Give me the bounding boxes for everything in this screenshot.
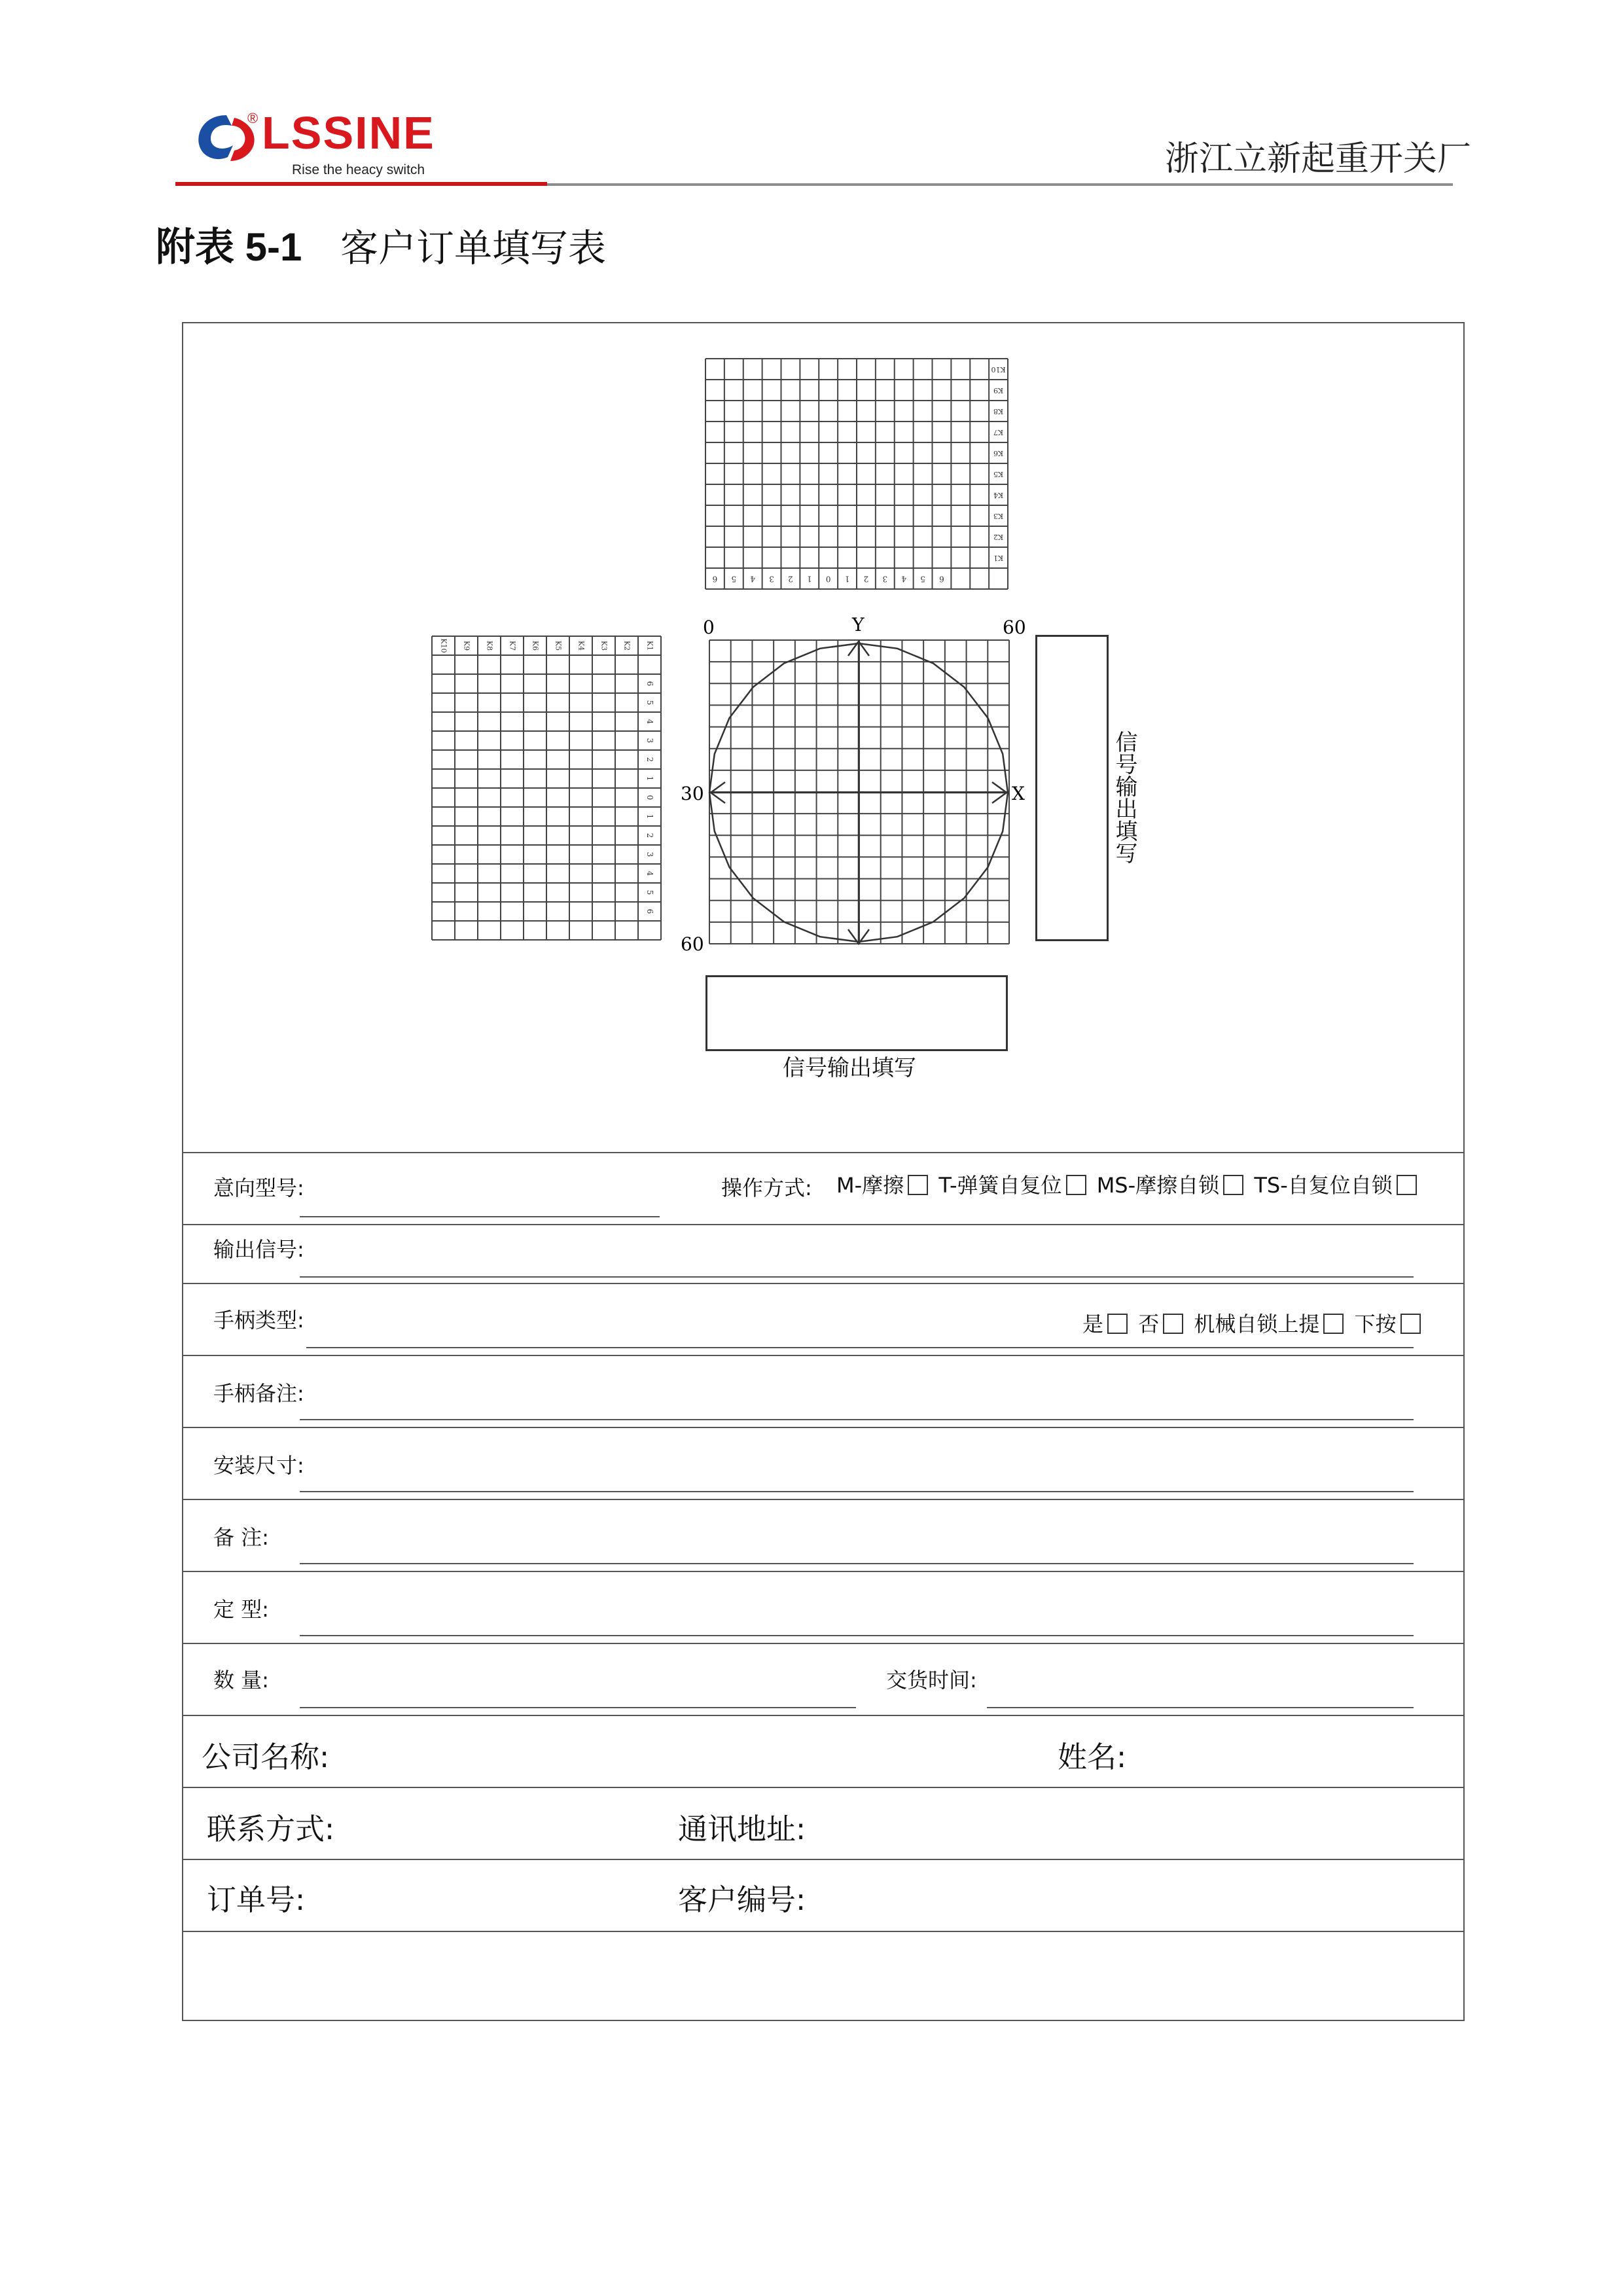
operation-label: 操作方式: xyxy=(721,1175,812,1200)
handle-lift-checkbox[interactable] xyxy=(1323,1314,1344,1334)
operation-m-checkbox[interactable] xyxy=(908,1175,928,1195)
operation-ms-checkbox[interactable] xyxy=(1223,1175,1243,1195)
signal-output-label-right: 信号输出填写 xyxy=(1111,730,1137,864)
operation-options xyxy=(836,1169,1421,1199)
install-size-field[interactable] xyxy=(300,1491,1414,1492)
delivery-label: 交货时间: xyxy=(886,1668,977,1693)
grid-label: 5 xyxy=(645,700,654,706)
handle-options xyxy=(1082,1308,1425,1338)
handle-press-checkbox[interactable] xyxy=(1400,1314,1421,1334)
grid-label: K7 xyxy=(993,428,1004,437)
row-divider xyxy=(182,1571,1465,1572)
handle-option-label: 机械自锁上提 xyxy=(1194,1312,1320,1336)
contact-method-label: 联系方式: xyxy=(207,1812,335,1846)
grid-label: 1 xyxy=(645,814,654,819)
company-name-label: 公司名称: xyxy=(202,1740,330,1774)
grid-label: 0 xyxy=(645,795,654,800)
operation-ts-checkbox[interactable] xyxy=(1397,1175,1417,1195)
row-divider xyxy=(182,1355,1465,1356)
remark-field[interactable] xyxy=(300,1563,1414,1564)
row-divider xyxy=(182,1931,1465,1932)
top-grid-labels xyxy=(713,365,1006,584)
grid-label: 5 xyxy=(920,574,925,584)
customer-number-label: 客户编号: xyxy=(678,1882,806,1917)
handle-option-label: 下按 xyxy=(1354,1312,1397,1336)
company-name: 浙江立新起重开关厂 xyxy=(1164,139,1471,179)
grid-label: 6 xyxy=(712,574,718,584)
grid-label: K9 xyxy=(993,386,1004,395)
row-divider xyxy=(182,1643,1465,1644)
finalize-label: 定 型: xyxy=(213,1597,269,1622)
row-divider xyxy=(182,1427,1465,1428)
handle-no-checkbox[interactable] xyxy=(1163,1314,1183,1334)
row-divider xyxy=(182,1283,1465,1284)
address-label: 通讯地址: xyxy=(678,1812,806,1846)
grid-label: 4 xyxy=(645,719,654,725)
axis-label-x: X xyxy=(1012,783,1025,804)
grid-label: K7 xyxy=(508,640,517,651)
grid-label: 5 xyxy=(731,574,737,584)
operation-option-label: TS-自复位自锁 xyxy=(1254,1173,1393,1198)
grid-label: K1 xyxy=(645,640,654,651)
handle-option-label: 否 xyxy=(1138,1312,1160,1336)
remark-label: 备 注: xyxy=(213,1525,269,1550)
grid-label: K10 xyxy=(439,638,448,653)
grid-label: K1 xyxy=(993,554,1004,562)
grid-label: 2 xyxy=(788,574,793,584)
header-rule-red xyxy=(175,182,547,186)
grid-label: 6 xyxy=(939,574,944,584)
grid-label: K6 xyxy=(531,640,540,651)
grid-label: 6 xyxy=(645,681,654,687)
grid-label: 6 xyxy=(645,908,654,914)
axis-arrows xyxy=(711,641,1007,944)
install-size-label: 安装尺寸: xyxy=(213,1453,304,1478)
left-contact-grid xyxy=(432,636,661,940)
grid-label: K6 xyxy=(993,449,1004,457)
grid-label: K3 xyxy=(599,640,609,651)
axis-label-y: Y xyxy=(852,614,865,636)
quantity-field[interactable] xyxy=(300,1707,856,1708)
grid-label: K2 xyxy=(622,640,632,651)
output-signal-label: 输出信号: xyxy=(213,1237,304,1262)
grid-label: 3 xyxy=(645,738,654,744)
operation-t-checkbox[interactable] xyxy=(1066,1175,1086,1195)
grid-label: 4 xyxy=(750,574,756,584)
page-title: 客户订单填写表 xyxy=(340,226,607,270)
order-number-label: 订单号: xyxy=(207,1882,306,1917)
grid-label: 5 xyxy=(645,889,654,895)
grid-label: 4 xyxy=(901,574,907,584)
row-divider xyxy=(182,1715,1465,1716)
grid-label: K4 xyxy=(993,491,1004,499)
operation-option-label: T-弹簧自复位 xyxy=(938,1173,1062,1198)
row-divider xyxy=(182,1152,1465,1153)
row-divider xyxy=(182,1224,1465,1225)
grid-label: 2 xyxy=(645,833,654,838)
handle-type-label: 手柄类型: xyxy=(213,1308,304,1333)
grid-label: K3 xyxy=(993,512,1004,520)
grid-label: 3 xyxy=(769,574,774,584)
brand-slogan: Rise the heacy switch xyxy=(292,162,425,177)
row-divider xyxy=(182,1499,1465,1500)
model-field[interactable] xyxy=(300,1216,660,1217)
brand-name: LSSINE xyxy=(262,107,435,158)
quantity-label: 数 量: xyxy=(213,1668,269,1693)
axis-label-zero: 0 xyxy=(703,617,715,638)
top-contact-grid xyxy=(705,359,1008,589)
grid-label: K4 xyxy=(577,640,586,651)
output-signal-field[interactable] xyxy=(300,1276,1414,1278)
grid-label: K5 xyxy=(993,470,1004,478)
grid-label: 4 xyxy=(645,870,654,876)
axis-label-sixty-top: 60 xyxy=(1003,617,1026,638)
grid-label: K8 xyxy=(993,407,1004,416)
signal-output-box-bottom[interactable] xyxy=(705,975,1008,1051)
grid-label: K8 xyxy=(485,640,494,651)
contact-name-label: 姓名: xyxy=(1058,1740,1127,1774)
registered-mark: ® xyxy=(247,110,259,126)
grid-label: 3 xyxy=(645,852,654,857)
handle-yes-checkbox[interactable] xyxy=(1107,1314,1128,1334)
signal-output-label-bottom: 信号输出填写 xyxy=(783,1055,916,1081)
grid-label: 3 xyxy=(882,574,888,584)
row-divider xyxy=(182,1787,1465,1788)
grid-label: K10 xyxy=(991,365,1006,374)
grid-label: 1 xyxy=(645,776,654,781)
delivery-field[interactable] xyxy=(987,1707,1414,1708)
row-divider xyxy=(182,1859,1465,1860)
grid-label: 2 xyxy=(645,757,654,762)
appendix-number: 附表 5-1 xyxy=(156,225,302,269)
handle-type-field[interactable] xyxy=(306,1347,1414,1348)
grid-label: 2 xyxy=(863,574,869,584)
finalize-field[interactable] xyxy=(300,1635,1414,1636)
handle-note-label: 手柄备注: xyxy=(213,1381,304,1406)
operation-option-label: M-摩擦 xyxy=(836,1173,904,1198)
grid-label: K2 xyxy=(993,533,1004,541)
grid-label: 1 xyxy=(806,574,812,584)
grid-label: 0 xyxy=(825,574,831,584)
handle-note-field[interactable] xyxy=(300,1419,1414,1420)
axis-label-sixty-bottom: 60 xyxy=(681,933,704,955)
model-label: 意向型号: xyxy=(213,1175,304,1200)
handle-option-label: 是 xyxy=(1082,1312,1104,1336)
grid-label: 1 xyxy=(844,574,850,584)
grid-label: K9 xyxy=(462,640,471,651)
grid-label: K5 xyxy=(554,640,563,651)
operation-option-label: MS-摩擦自锁 xyxy=(1096,1173,1220,1198)
axis-label-thirty: 30 xyxy=(681,783,704,804)
signal-output-box-right[interactable] xyxy=(1035,635,1109,941)
header-rule-gray xyxy=(547,183,1453,186)
